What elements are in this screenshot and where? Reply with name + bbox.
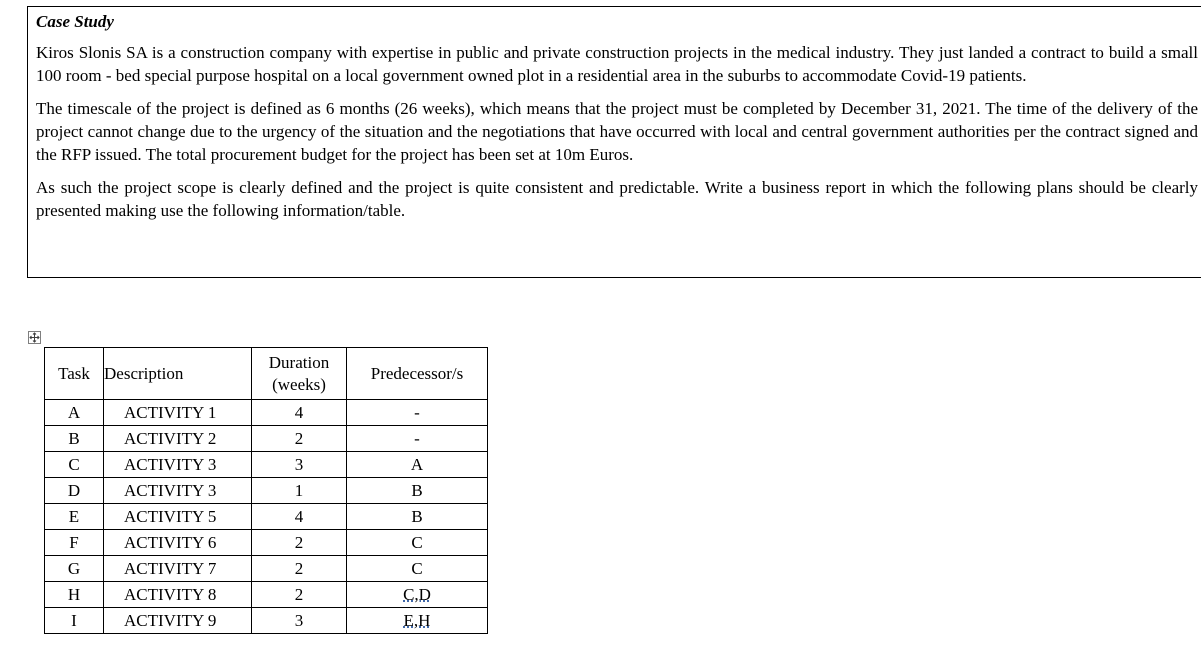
- header-duration-line1: Duration: [268, 352, 330, 372]
- case-study-box: [27, 6, 1201, 278]
- table-row: [45, 452, 488, 478]
- case-study-title: Case Study: [36, 12, 114, 31]
- duration-cell: 4: [252, 504, 347, 530]
- duration-cell: 2: [252, 556, 347, 582]
- header-task: Task: [45, 348, 104, 400]
- predecessor-cell: -: [347, 426, 488, 452]
- table-row: [45, 582, 488, 608]
- duration-cell: 4: [252, 400, 347, 426]
- task-cell: C: [45, 452, 104, 478]
- duration-cell: 3: [252, 452, 347, 478]
- table-row: [45, 530, 488, 556]
- predecessor-cell: C: [347, 530, 488, 556]
- description-cell: ACTIVITY 1: [104, 400, 252, 426]
- description-cell: ACTIVITY 5: [104, 504, 252, 530]
- table-row: [45, 400, 488, 426]
- predecessor-cell: [347, 582, 488, 608]
- task-cell: E: [45, 504, 104, 530]
- predecessor-text: C,D: [403, 585, 431, 604]
- header-duration-line2: (weeks): [272, 374, 326, 394]
- duration-cell: 2: [252, 530, 347, 556]
- task-cell: D: [45, 478, 104, 504]
- header-predecessor: Predecessor/s: [347, 348, 488, 400]
- case-paragraph-2: The timescale of the project is defined as 6 months (26 weeks), which means that the project must be completed by December 31, 2021. The time of the delivery of the project cannot change due to the urgency of the situation and the negotiations that have occurred with local and central government authorities per the contract signed and the RFP issued. The total procurement budget for the project has been set at 10m Euros.: [36, 99, 1198, 164]
- task-cell: B: [45, 426, 104, 452]
- duration-cell: 3: [252, 608, 347, 634]
- table-row: [45, 608, 488, 634]
- description-cell: ACTIVITY 3: [104, 478, 252, 504]
- header-duration: [252, 348, 347, 400]
- duration-cell: 2: [252, 426, 347, 452]
- predecessor-cell: B: [347, 478, 488, 504]
- description-cell: ACTIVITY 2: [104, 426, 252, 452]
- header-description: Description: [104, 348, 252, 400]
- duration-cell: 2: [252, 582, 347, 608]
- task-cell: I: [45, 608, 104, 634]
- task-cell: F: [45, 530, 104, 556]
- case-paragraph-1: Kiros Slonis SA is a construction company with expertise in public and private construction projects in the medical industry. They just landed a contract to build a small 100 room - bed special purpose hospital on a local government owned plot in a residential area in the suburbs to accommodate Covid-19 patients.: [36, 43, 1198, 85]
- predecessor-cell: C: [347, 556, 488, 582]
- description-cell: ACTIVITY 3: [104, 452, 252, 478]
- duration-cell: 1: [252, 478, 347, 504]
- predecessor-cell: -: [347, 400, 488, 426]
- task-cell: G: [45, 556, 104, 582]
- description-cell: ACTIVITY 6: [104, 530, 252, 556]
- description-cell: ACTIVITY 9: [104, 608, 252, 634]
- predecessor-cell: [347, 608, 488, 634]
- task-cell: H: [45, 582, 104, 608]
- table-row: [45, 426, 488, 452]
- predecessor-text: E,H: [403, 611, 431, 630]
- task-cell: A: [45, 400, 104, 426]
- task-table: [44, 347, 488, 634]
- description-cell: ACTIVITY 8: [104, 582, 252, 608]
- predecessor-cell: A: [347, 452, 488, 478]
- predecessor-cell: B: [347, 504, 488, 530]
- move-cross-icon: [29, 332, 40, 343]
- table-row: [45, 504, 488, 530]
- description-cell: ACTIVITY 7: [104, 556, 252, 582]
- case-paragraph-3: As such the project scope is clearly defined and the project is quite consistent and predictable. Write a business report in which the following plans should be clearly presented making use the following information/table.: [36, 178, 1198, 220]
- table-row: [45, 478, 488, 504]
- table-row: [45, 556, 488, 582]
- table-move-handle[interactable]: [28, 331, 41, 344]
- table-header-row: [45, 348, 488, 400]
